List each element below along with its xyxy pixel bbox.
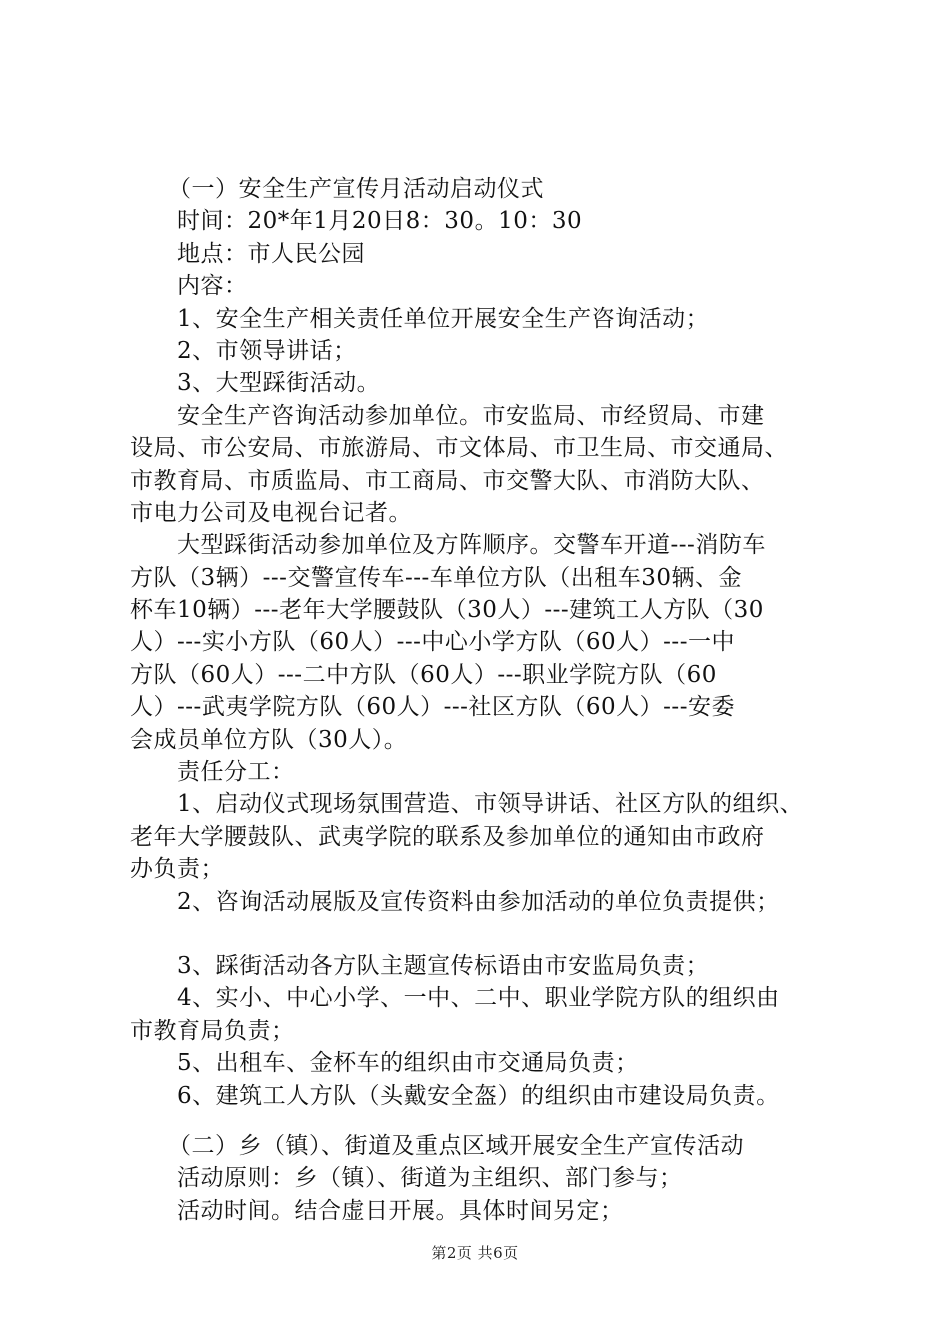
blank-line	[130, 1112, 830, 1130]
content-item: 2、市领导讲话；	[177, 337, 357, 364]
section2-heading: （二）乡（镇）、街道及重点区域开展安全生产宣传活动	[168, 1132, 744, 1159]
parade-units-line: 人）---武夷学院方队（60人）---社区方队（60人）---安委	[130, 694, 735, 721]
duties-label: 责任分工：	[177, 759, 295, 786]
activity-time: 活动时间。结合虚日开展。具体时间另定；	[177, 1197, 624, 1224]
content-item: 3、大型踩街活动。	[177, 370, 381, 397]
duty-line: 5、出租车、金杯车的组织由市交通局负责；	[177, 1050, 639, 1077]
parade-units-line: 大型踩街活动参加单位及方阵顺序。交警车开道---消防车	[177, 532, 766, 559]
content-label: 内容：	[177, 273, 248, 300]
consult-units-line: 市教育局、市质监局、市工商局、市交警大队、市消防大队、	[130, 467, 765, 494]
event-place: 地点：市人民公园	[177, 240, 365, 267]
section1-heading: （一）安全生产宣传月活动启动仪式	[168, 176, 544, 202]
consult-units-line: 安全生产咨询活动参加单位。市安监局、市经贸局、市建	[177, 402, 765, 429]
parade-units-line: 会成员单位方队（30人）。	[130, 726, 408, 753]
blank-line	[130, 918, 830, 950]
parade-units-line: 人）---实小方队（60人）---中心小学方队（60人）---一中	[130, 629, 735, 656]
content-item: 1、安全生产相关责任单位开展安全生产咨询活动；	[177, 305, 710, 332]
consult-units-line: 设局、市公安局、市旅游局、市文体局、市卫生局、市交通局、	[130, 435, 788, 462]
parade-units-line: 方队（3辆）---交警宣传车---车单位方队（出租车30辆、金	[130, 564, 743, 591]
document-body	[130, 173, 830, 1227]
duty-line: 6、建筑工人方队（头戴安全盔）的组织由市建设局负责。	[177, 1082, 780, 1109]
duty-line: 2、咨询活动展版及宣传资料由参加活动的单位负责提供；	[177, 888, 780, 915]
activity-principle: 活动原则：乡（镇）、街道为主组织、部门参与；	[177, 1165, 683, 1192]
page-number: 第2页 共6页	[431, 1244, 519, 1262]
event-time: 时间：20*年1月20日8：30。10：30	[177, 208, 583, 235]
parade-units-line: 杯车10辆）---老年大学腰鼓队（30人）---建筑工人方队（30	[130, 597, 764, 624]
duty-line: 办负责；	[130, 856, 224, 883]
consult-units-line: 市电力公司及电视台记者。	[130, 499, 412, 526]
duty-line: 3、踩街活动各方队主题宣传标语由市安监局负责；	[177, 952, 710, 979]
duty-line: 1、启动仪式现场氛围营造、市领导讲话、社区方队的组织、	[177, 791, 804, 818]
parade-units-line: 方队（60人）---二中方队（60人）---职业学院方队（60	[130, 661, 717, 688]
duty-line: 4、实小、中心小学、一中、二中、职业学院方队的组织由	[177, 985, 780, 1012]
duty-line: 老年大学腰鼓队、武夷学院的联系及参加单位的通知由市政府	[130, 823, 765, 850]
duty-line: 市教育局负责；	[130, 1017, 295, 1044]
